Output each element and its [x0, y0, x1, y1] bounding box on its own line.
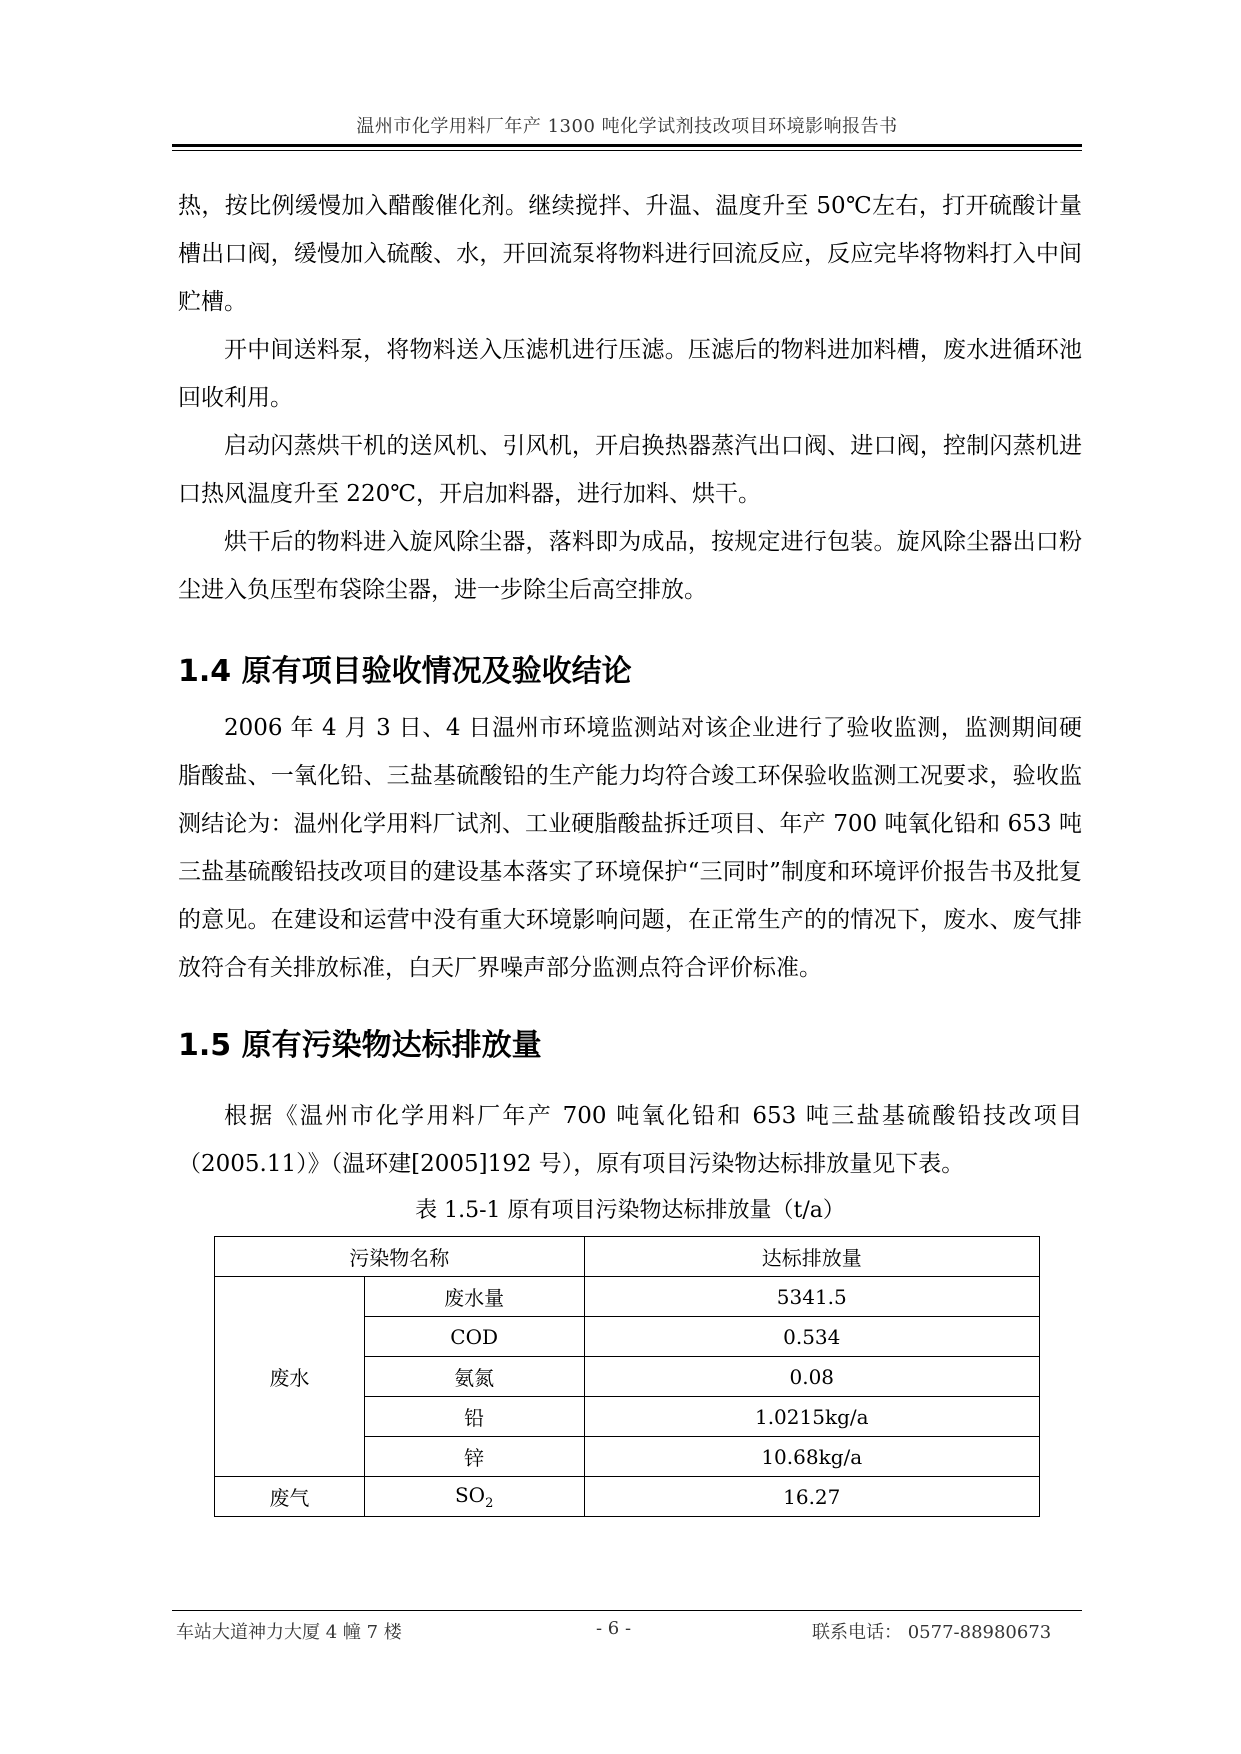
so2-subscript: 2: [485, 1495, 494, 1511]
pollutant-value: 5341.5: [584, 1277, 1039, 1317]
footer-phone: 联系电话： 0577-88980673: [812, 1622, 1052, 1643]
paragraph-5: 2006 年 4 月 3 日、4 日温州市环境监测站对该企业进行了验收监测，监测期间硬脂酸盐、一氧化铅、三盐基硫酸铅的生产能力均符合竣工环保验收监测工况要求，验收监测结论为：温州化学用料厂试剂、工业硬脂酸盐拆迁项目、年产 700 吨氧化铅和 653 吨三盐基硫酸铅技改项目的建设基本落实了环境保护“三同时”制度和环境评价报告书及批复的意见。在建设和运营中没有重大环境影响问题，在正常生产的的情况下，废水、废气排放符合有关排放标准，白天厂界噪声部分监测点符合评价标准。: [178, 715, 1082, 981]
group-exhaust: 废气: [215, 1477, 365, 1517]
footer-rule: [172, 1610, 1082, 1611]
pollutant-value: 0.534: [584, 1317, 1039, 1357]
page-header-title: 温州市化学用料厂年产 1300 吨化学试剂技改项目环境影响报告书: [356, 116, 898, 137]
header-rule-thick: [172, 144, 1082, 147]
pollutant-item: 铅: [364, 1397, 584, 1437]
pollutant-item: 锌: [364, 1437, 584, 1477]
footer-page-number: - 6 -: [596, 1618, 632, 1639]
so2-base: SO: [454, 1482, 486, 1507]
paragraph-1: 热，按比例缓慢加入醋酸催化剂。继续搅拌、升温、温度升至 50℃左右，打开硫酸计量槽出口阀，缓慢加入硫酸、水，开回流泵将物料进行回流反应，反应完毕将物料打入中间贮槽。: [178, 193, 1082, 315]
pollutant-value: 0.08: [584, 1357, 1039, 1397]
section-1-4-heading: 1.4 原有项目验收情况及验收结论: [178, 654, 632, 689]
pollutant-value: 1.0215kg/a: [584, 1397, 1039, 1437]
section-1-5-heading: 1.5 原有污染物达标排放量: [178, 1028, 542, 1063]
pollutant-value: 16.27: [584, 1477, 1039, 1517]
header-rule-thin: [172, 150, 1082, 151]
table-header-value: 达标排放量: [584, 1237, 1039, 1277]
paragraph-2: 开中间送料泵，将物料送入压滤机进行压滤。压滤后的物料进加料槽，废水进循环池回收利用。: [178, 337, 1082, 411]
table-header-row: [215, 1237, 1040, 1277]
pollutant-item: 氨氮: [364, 1357, 584, 1397]
table-row: [215, 1277, 1040, 1317]
paragraph-3: 启动闪蒸烘干机的送风机、引风机，开启换热器蒸汽出口阀、进口阀，控制闪蒸机进口热风温度升至 220℃，开启加料器，进行加料、烘干。: [178, 433, 1082, 507]
pollutant-item: 废水量: [364, 1277, 584, 1317]
group-wastewater: 废水: [215, 1277, 365, 1477]
footer-address: 车站大道神力大厦 4 幢 7 楼: [176, 1622, 402, 1643]
pollutant-table: [214, 1236, 1040, 1517]
pollutant-value: 10.68kg/a: [584, 1437, 1039, 1477]
pollutant-item: COD: [364, 1317, 584, 1357]
paragraph-4: 烘干后的物料进入旋风除尘器，落料即为成品，按规定进行包装。旋风除尘器出口粉尘进入负压型布袋除尘器，进一步除尘后高空排放。: [178, 529, 1082, 603]
table-caption: 表 1.5-1 原有项目污染物达标排放量（t/a）: [415, 1198, 845, 1223]
page-body: [178, 182, 1082, 1517]
pollutant-item-so2: [364, 1477, 584, 1517]
paragraph-6: 根据《温州市化学用料厂年产 700 吨氧化铅和 653 吨三盐基硫酸铅技改项目（2005.11）》（温环建[2005]192 号），原有项目污染物达标排放量见下表。: [178, 1103, 1082, 1177]
table-row: [215, 1477, 1040, 1517]
table-header-name: 污染物名称: [215, 1237, 585, 1277]
